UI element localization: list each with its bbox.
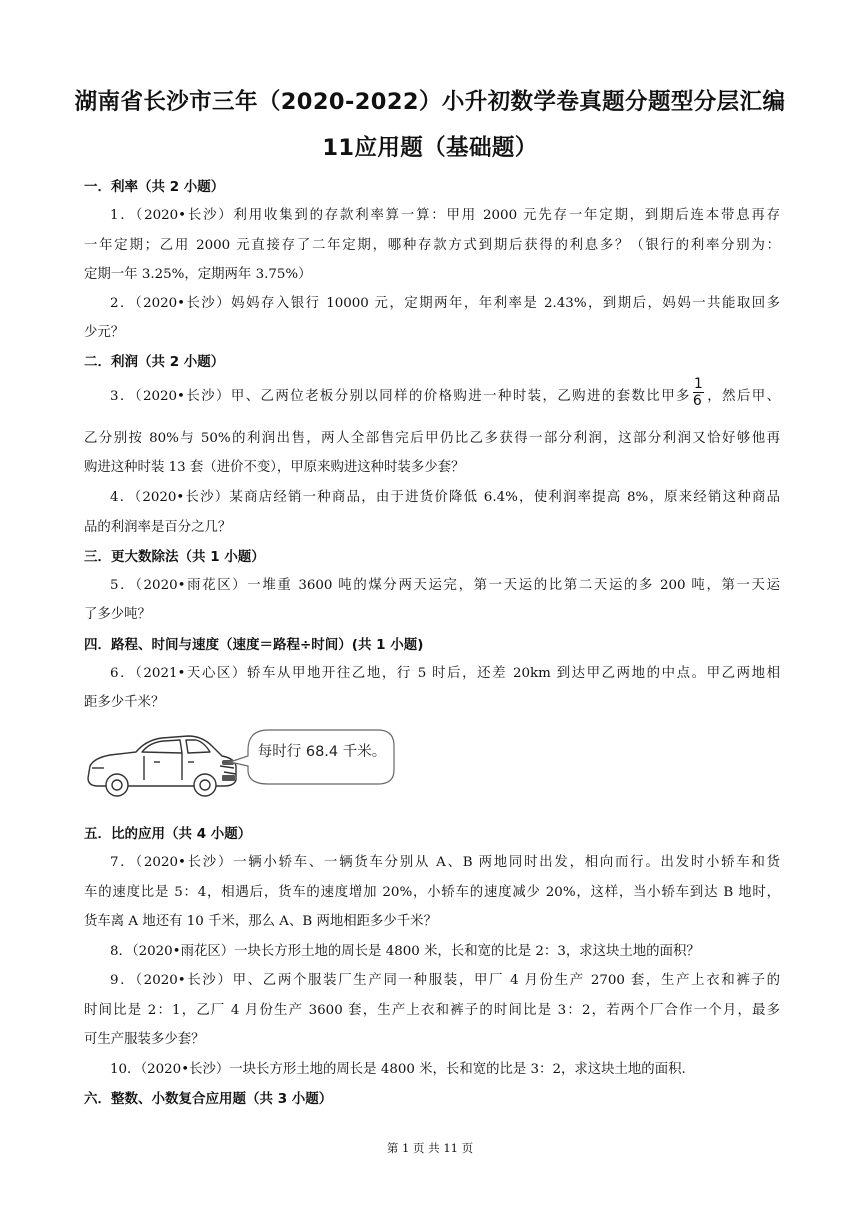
question-6-line-2: 距多少千米？: [84, 695, 165, 710]
question-6-line-1: 6．（2021•天心区）轿车从甲地开往乙地，行 5 时后，还差 20km 到达甲乙两地的中点。甲乙两地相: [110, 666, 780, 681]
car-icon: [84, 722, 404, 806]
section-heading-distance-time-speed: 四．路程、时间与速度（速度＝路程÷时间）(共 1 小题): [84, 637, 424, 653]
question-4-line-1: 4．（2020•长沙）某商店经销一种商品，由于进货价降低 6.4%，使利润率提高 8%，原来经销这种商品: [110, 490, 780, 505]
page-footer: 第 1 页 共 11 页: [386, 1141, 474, 1155]
car-illustration: [84, 722, 404, 806]
question-3-line-2: 乙分别按 80%与 50%的利润出售，两人全部售完后甲仍比乙多获得一部分利润，这部分利润又恰好够他再: [84, 431, 780, 446]
question-7-line-3: 货车离 A 地还有 10 千米，那么 A、B 两地相距多少千米？: [84, 914, 437, 929]
question-4-line-2: 品的利润率是百分之几？: [84, 520, 232, 535]
question-7-line-2: 车的速度比是 5：4，相遇后，货车的速度增加 20%，小轿车的速度减少 20%，这样，当小轿车到达 B 地时，: [84, 885, 780, 900]
section-heading-ratio-application: 五．比的应用（共 4 小题）: [84, 826, 252, 842]
question-2-line-2: 少元？: [84, 325, 125, 340]
fraction-denominator: 6: [692, 393, 702, 409]
question-3-line-1: [110, 376, 781, 412]
question-1-line-1: 1．（2020•长沙）利用收集到的存款利率算一算：甲用 2000 元先存一年定期，到期后连本带息再存: [110, 208, 780, 223]
document-title-line2: 11应用题（基础题）: [322, 135, 538, 161]
section-heading-profit: 二．利润（共 2 小题）: [84, 354, 225, 370]
question-7-line-1: 7．（2020•长沙）一辆小轿车、一辆货车分别从 A、B 两地同时出发，相向而行。出发时小轿车和货: [110, 855, 780, 870]
question-3-line-1-text-b: ，然后甲、: [705, 389, 781, 404]
question-1-line-2: 一年定期；乙用 2000 元直接存了二年定期，哪种存款方式到期后获得的利息多？（银行的利率分别为：: [84, 238, 780, 253]
question-10-line-1: 10．（2020•长沙）一块长方形土地的周长是 4800 米，长和宽的比是 3：2，求这块土地的面积.: [110, 1062, 686, 1077]
question-3-line-1-text-a: 3．（2020•长沙）甲、乙两位老板分别以同样的价格购进一种时装，乙购进的套数比甲多: [110, 389, 691, 404]
section-heading-interest-rate: 一．利率（共 2 小题）: [84, 179, 225, 195]
question-8-line-1: 8．（2020•雨花区）一块长方形土地的周长是 4800 米，长和宽的比是 2：3，求这块土地的面积？: [110, 944, 700, 959]
section-heading-large-number-division: 三．更大数除法（共 1 小题）: [84, 549, 265, 565]
question-9-line-2: 时间比是 2：1，乙厂 4 月份生产 3600 套，生产上衣和裤子的时间比是 3：2，若两个厂合作一个月，最多: [84, 1003, 780, 1018]
question-3-line-3: 购进这种时装 13 套（进价不变），甲原来购进这种时装多少套？: [84, 460, 465, 475]
question-9-line-1: 9．（2020•长沙）甲、乙两个服装厂生产同一种服装，甲厂 4 月份生产 2700 套，生产上衣和裤子的: [110, 973, 780, 988]
speech-bubble-text: 每时行 68.4 千米。: [257, 744, 387, 760]
question-9-line-3: 可生产服装多少套？: [84, 1032, 205, 1047]
question-5-line-1: 5．（2020•雨花区）一堆重 3600 吨的煤分两天运完，第一天运的比第二天运的多 200 吨，第一天运: [110, 578, 780, 593]
document-title-line1: 湖南省长沙市三年（2020-2022）小升初数学卷真题分题型分层汇编: [74, 89, 786, 115]
fraction-numerator: 1: [693, 376, 703, 392]
question-5-line-2: 了多少吨？: [84, 607, 151, 622]
question-2-line-1: 2．（2020•长沙）妈妈存入银行 10000 元，定期两年，年利率是 2.43%，到期后，妈妈一共能取回多: [110, 296, 780, 311]
question-1-line-3: 定期一年 3.25%，定期两年 3.75%）: [84, 267, 312, 282]
fraction-one-sixth: [693, 377, 704, 408]
section-heading-composite-application: 六．整数、小数复合应用题（共 3 小题）: [84, 1091, 333, 1107]
